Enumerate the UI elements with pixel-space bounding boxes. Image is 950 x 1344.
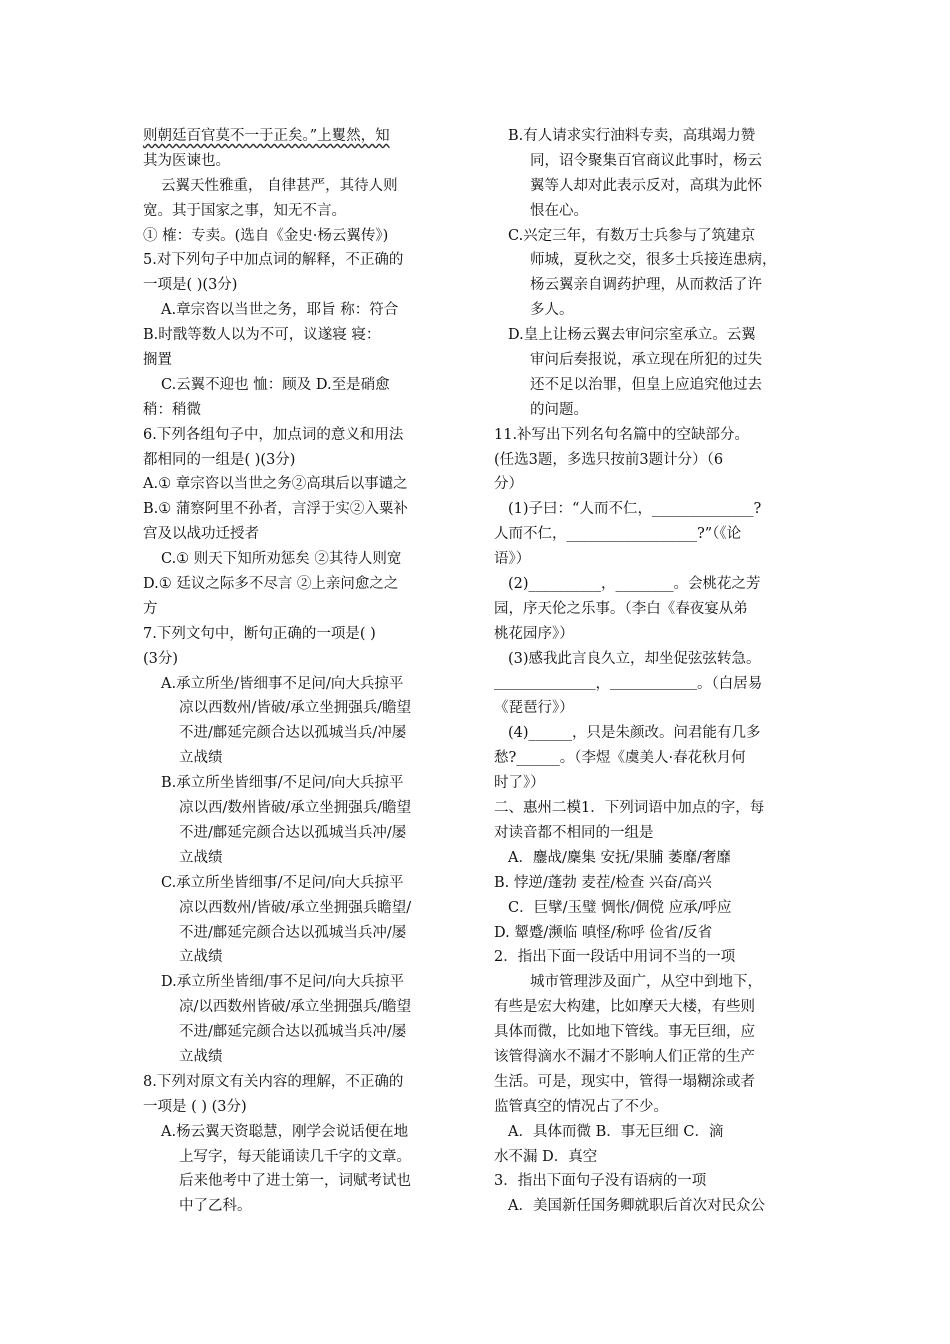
text-line: D. 颦蹙/濒临 嗔怪/称呼 俭省/反省 [494, 924, 713, 941]
text-line: 《琵琶行》） [494, 700, 574, 717]
text-line: ① 榷：专卖。(选自《金史·杨云翼传》) [143, 227, 389, 244]
text-line: 杨云翼亲自调药护理，从而救活了许 [530, 277, 762, 294]
text-line: A.章宗咨以当世之务，耶旨 称：符合 [161, 302, 399, 319]
text-line: 方 [143, 600, 158, 617]
text-line: C.① 则天下知所劝惩矣 ②其待人则宽 [161, 551, 402, 568]
text-line: B. 悖逆/蓬勃 麦茬/检查 兴奋/高兴 [494, 874, 712, 891]
text-line: 2．指出下面一段话中用词不当的一项 [494, 949, 736, 966]
text-line: 6.下列各组句子中，加点词的意义和用法 [143, 426, 404, 443]
text-line: D.承立所坐皆细/事不足问/向大兵掠平 [161, 974, 404, 991]
left-column [143, 124, 461, 1219]
text-line: B.时戬等数人以为不可，议遂寝 寝： [143, 327, 381, 344]
text-line: 搁置 [143, 352, 172, 369]
text-line: 立战绩 [179, 849, 223, 866]
text-line: 分） [494, 476, 523, 493]
text-line: B.有人请求实行油料专卖，高琪竭力赞 [508, 128, 756, 144]
text-line: 的问题。 [530, 401, 588, 418]
text-line: 对读音都不相同的一组是 [494, 824, 654, 841]
text-line: 中了乙科。 [179, 1198, 252, 1215]
text-line: 翼等人却对此表示反对，高琪为此怀 [530, 177, 762, 194]
text-line: 水不漏 D．真空 [494, 1148, 598, 1165]
text-line: 其为医谏也。 [143, 152, 230, 169]
text-line: 恨在心。 [530, 202, 588, 219]
text-line: 时了》） [494, 775, 545, 792]
text-line: A.杨云翼天资聪慧，刚学会说话便在地 [161, 1123, 409, 1140]
text-line: 凉以西数州/皆破/承立坐拥强兵/瞻望 [179, 700, 412, 717]
text-line: 则朝廷百官莫不一于正矣。”上矍然，知 [143, 128, 390, 144]
text-line: A.① 章宗咨以当世之务②高琪后以事谴之 [143, 476, 408, 493]
text-line: (任选3题，多选只按前3题计分）（6 [494, 451, 724, 468]
text-line: 宫及以战功迁授者 [143, 526, 259, 543]
text-line: (1)子曰：“人而不仁，______________? [508, 501, 762, 518]
text-line: 多人。 [530, 302, 574, 319]
text-line: A.承立所坐/皆细事不足问/向大兵掠平 [161, 675, 404, 692]
text-line: C.承立所坐皆细事/不足问/向大兵掠平 [161, 874, 404, 891]
text-line: 凉以西数州/皆破/承立坐拥强兵瞻望/ [179, 899, 412, 916]
text-line: B.① 蒲察阿里不孙者，言浮于实②入粟补 [143, 501, 408, 518]
text-line: 8.下列对原文有关内容的理解，不正确的 [143, 1073, 404, 1090]
text-line: 云翼天性雅重， 自律甚严，其待人则 [161, 177, 398, 194]
text-line: 3．指出下面句子没有语病的一项 [494, 1173, 707, 1190]
text-line: 上写字，每天能诵读几千字的文章。 [179, 1148, 411, 1165]
text-line: 一项是 ( ) (3分) [143, 1098, 247, 1115]
text-line: (3)感我此言良久立，却坐促弦弦转急。 [508, 650, 761, 667]
text-line: 凉/以西数州皆破/承立坐拥强兵/瞻望 [179, 999, 412, 1016]
text-line: 7.下列文句中，断句正确的一项是( ) [143, 625, 376, 642]
text-line: 不进/鄜延完颜合达以孤城当兵冲/屡 [179, 824, 407, 841]
text-line: A．鏖战/麇集 安抚/果脯 萎靡/奢靡 [508, 849, 731, 866]
text-line: 不进/鄜延完颜合达以孤城当兵/冲屡 [179, 725, 407, 742]
text-line: B.承立所坐皆细事/不足问/向大兵掠平 [161, 775, 404, 792]
text-line: 不进/鄜延完颜合达以孤城当兵冲/屡 [179, 1024, 407, 1041]
text-line: 人而不仁，__________________?”（《论 [494, 526, 742, 543]
text-line: (2)__________，________。会桃花之芳 [508, 576, 761, 593]
text-line: 立战绩 [179, 1048, 223, 1065]
text-line: 愁?______。（李煜《虞美人·春花秋月何 [494, 750, 746, 767]
text-line: 同，诏令聚集百官商议此事时，杨云 [530, 152, 762, 169]
text-line: 11.补写出下列名句名篇中的空缺部分。 [494, 426, 750, 443]
text-line: 一项是( )(3分) [143, 277, 238, 294]
text-line: ＿＿＿＿＿＿＿，＿＿＿＿＿＿。（白居易 [494, 675, 763, 692]
text-line: C．巨擘/玉璧 惆怅/倜傥 应承/呼应 [508, 899, 732, 916]
text-line: 监管真空的情况占了不少。 [494, 1098, 668, 1115]
text-line: 凉以西/数州皆破/承立坐拥强兵/瞻望 [179, 800, 412, 817]
text-line: A．美国新任国务卿就职后首次对民众公 [508, 1198, 765, 1215]
text-line: (3分) [143, 650, 179, 667]
text-line: 桃花园序》） [494, 625, 574, 642]
text-line: 后来他考中了进士第一，词赋考试也 [179, 1173, 411, 1190]
text-line: 不进/鄜延完颜合达以孤城当兵冲/屡 [179, 924, 407, 941]
text-line: C.兴定三年，有数万士兵参与了筑建京 [508, 227, 756, 244]
text-line: D.① 廷议之际多不尽言 ②上亲问愈之之 [143, 576, 399, 593]
text-line: 语》） [494, 551, 531, 568]
text-line: 师城，夏秋之交，很多士兵接连患病， [530, 252, 777, 269]
text-line: 生活。可是，现实中，管得一塌糊涂或者 [494, 1073, 755, 1090]
right-column [494, 124, 814, 1219]
text-line: 该管得滴水不漏才不影响人们正常的生产 [494, 1048, 755, 1065]
text-line: 宽。其于国家之事，知无不言。 [143, 202, 346, 219]
text-line: 还不足以治罪，但皇上应追究他过去 [530, 376, 762, 393]
text-line: 5.对下列句子中加点词的解释，不正确的 [143, 252, 404, 269]
text-line: A．具体而微 B．事无巨细 C．滴 [508, 1123, 724, 1140]
text-line: 城市管理涉及面广，从空中到地下， [530, 974, 762, 991]
text-line: 审问后奏报说，承立现在所犯的过失 [530, 352, 762, 369]
text-line: 都相同的一组是( )(3分) [143, 451, 296, 468]
text-line: 具体而微，比如地下管线。事无巨细，应 [494, 1024, 755, 1041]
text-line: 立战绩 [179, 949, 223, 966]
text-line: (4)______，只是朱颜改。问君能有几多 [508, 725, 761, 742]
text-line: 有些是宏大构建，比如摩天大楼，有些则 [494, 999, 755, 1016]
text-line: C.云翼不迎也 恤：顾及 D.至是硝愈 [161, 376, 390, 393]
text-line: 园，序天伦之乐事。（李白《春夜宴从弟 [494, 600, 748, 617]
text-line: 稍：稍微 [143, 401, 201, 418]
text-line: 立战绩 [179, 750, 223, 767]
text-line: D.皇上让杨云翼去审问宗室承立。云翼 [508, 327, 756, 344]
text-line: 二、惠州二模1．下列词语中加点的字，每 [494, 800, 765, 817]
